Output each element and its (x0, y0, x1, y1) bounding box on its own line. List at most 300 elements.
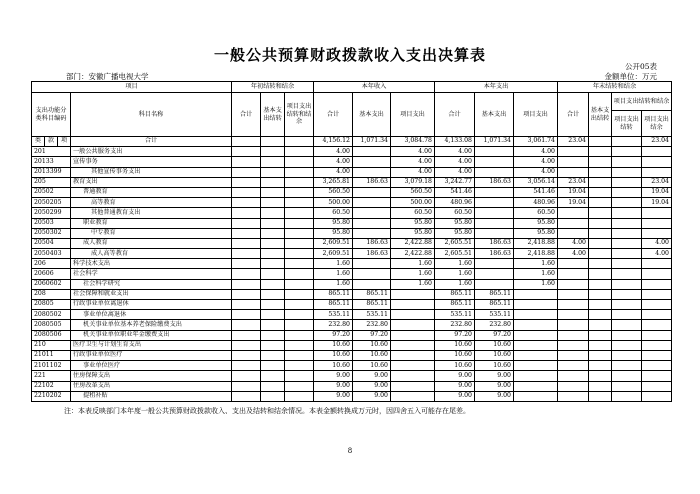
cell-n2 (589, 249, 612, 259)
cell-n1 (558, 350, 589, 360)
cell-n4 (642, 279, 672, 289)
cell-e1: 480.96 (435, 198, 475, 208)
cell-b1 (232, 350, 261, 360)
header-end-project-surplus: 项目支出结余 (642, 111, 672, 137)
row-code: 201 (32, 147, 71, 157)
header-end-group: 年末结转和结余 (558, 82, 672, 93)
header-expense-total: 合计 (435, 93, 475, 137)
table-row (32, 289, 672, 299)
cell-n2 (589, 187, 612, 197)
cell-b1 (232, 300, 261, 310)
cell-e2: 865.11 (475, 289, 514, 299)
cell-e3 (514, 391, 558, 401)
cell-n1: 23.04 (558, 177, 589, 187)
table-row (32, 259, 672, 269)
cell-b1 (232, 320, 261, 330)
cell-b3 (285, 228, 314, 238)
cell-b3 (285, 177, 314, 187)
cell-b1 (232, 289, 261, 299)
cell-b1 (232, 218, 261, 228)
cell-n2 (589, 269, 612, 279)
cell-i1: 560.50 (314, 187, 353, 197)
cell-n2 (589, 279, 612, 289)
cell-e1: 4,133.08 (435, 137, 475, 147)
cell-e3: 2,418.88 (514, 238, 558, 248)
cell-n1 (558, 259, 589, 269)
row-name: 行政事业单位离退休 (71, 300, 232, 310)
cell-n2 (589, 147, 612, 157)
cell-i1: 10.60 (314, 350, 353, 360)
cell-e1: 95.80 (435, 228, 475, 238)
row-code: 205 (32, 177, 71, 187)
cell-b2 (261, 218, 285, 228)
cell-n1: 4.00 (558, 249, 589, 259)
cell-n2 (589, 371, 612, 381)
cell-i1: 9.00 (314, 391, 353, 401)
cell-b1 (232, 249, 261, 259)
cell-n4 (642, 391, 672, 401)
cell-i1: 60.50 (314, 208, 353, 218)
cell-n1 (558, 340, 589, 350)
cell-e1: 865.11 (435, 289, 475, 299)
row-code: 2050299 (32, 208, 71, 218)
cell-b2 (261, 330, 285, 340)
cell-e3 (514, 310, 558, 320)
cell-n1 (558, 228, 589, 238)
cell-i3: 95.80 (391, 218, 435, 228)
row-name: 成人教育 (71, 238, 232, 248)
cell-b2 (261, 361, 285, 371)
cell-n4 (642, 300, 672, 310)
row-code: 2050302 (32, 228, 71, 238)
cell-e2: 1,071.34 (475, 137, 514, 147)
cell-i2 (353, 167, 391, 177)
cell-e2 (475, 187, 514, 197)
cell-n2 (589, 167, 612, 177)
cell-n1 (558, 157, 589, 167)
cell-e1: 9.00 (435, 391, 475, 401)
cell-i3: 4.00 (391, 167, 435, 177)
cell-i3: 1.60 (391, 259, 435, 269)
cell-e2: 97.20 (475, 330, 514, 340)
cell-n3 (612, 208, 642, 218)
header-end-project-carry: 项目支出结转 (612, 111, 642, 137)
cell-n2 (589, 330, 612, 340)
cell-i1: 1.60 (314, 269, 353, 279)
row-name: 中专教育 (71, 228, 232, 238)
table-row (32, 361, 672, 371)
cell-n1: 19.04 (558, 187, 589, 197)
row-code: 21011 (32, 350, 71, 360)
cell-i1: 232.80 (314, 320, 353, 330)
table-row (32, 177, 672, 187)
cell-b3 (285, 320, 314, 330)
cell-b2 (261, 147, 285, 157)
row-code: 208 (32, 289, 71, 299)
cell-n4 (642, 310, 672, 320)
cell-e1: 4.00 (435, 167, 475, 177)
table-row (32, 218, 672, 228)
cell-b3 (285, 279, 314, 289)
cell-i3 (391, 361, 435, 371)
cell-i3 (391, 381, 435, 391)
footnote: 注：本表反映部门本年度一般公共预算财政拨款收入、支出及结转和结余情况。本表金额转换成万元时，因四舍五入可能存在尾差。 (64, 407, 470, 415)
row-name: 提租补贴 (71, 391, 232, 401)
cell-i3: 1.60 (391, 279, 435, 289)
table-row (32, 300, 672, 310)
row-code: 2050403 (32, 249, 71, 259)
header-begin-total: 合计 (232, 93, 261, 137)
cell-b2 (261, 187, 285, 197)
cell-b2 (261, 137, 285, 147)
cell-e3: 4.00 (514, 157, 558, 167)
cell-n3 (612, 157, 642, 167)
cell-b3 (285, 289, 314, 299)
cell-b3 (285, 259, 314, 269)
header-begin-group: 年初结转和结余 (232, 82, 314, 93)
cell-i1: 535.11 (314, 310, 353, 320)
cell-e1: 4.00 (435, 157, 475, 167)
cell-n2 (589, 350, 612, 360)
cell-n3 (612, 218, 642, 228)
cell-n1 (558, 300, 589, 310)
cell-n3 (612, 320, 642, 330)
row-name: 医疗卫生与计划生育支出 (71, 340, 232, 350)
cell-b2 (261, 259, 285, 269)
cell-n2 (589, 361, 612, 371)
cell-e1: 3,242.77 (435, 177, 475, 187)
row-code: 20502 (32, 187, 71, 197)
cell-n3 (612, 391, 642, 401)
cell-n4 (642, 340, 672, 350)
row-name: 教育支出 (71, 177, 232, 187)
header-end-basic: 基本支出结转 (589, 93, 612, 137)
cell-n1 (558, 310, 589, 320)
cell-e3 (514, 330, 558, 340)
cell-e2 (475, 259, 514, 269)
cell-n2 (589, 300, 612, 310)
row-name: 社会保障和就业支出 (71, 289, 232, 299)
cell-i2 (353, 218, 391, 228)
cell-n4 (642, 381, 672, 391)
cell-i1: 2,609.51 (314, 238, 353, 248)
cell-b2 (261, 269, 285, 279)
cell-b1 (232, 137, 261, 147)
row-name: 机关事业单位职业年金缴费支出 (71, 330, 232, 340)
cell-i2 (353, 157, 391, 167)
cell-b1 (232, 187, 261, 197)
row-name: 一般公共服务支出 (71, 147, 232, 157)
cell-i2: 10.60 (353, 361, 391, 371)
row-code: 2210202 (32, 391, 71, 401)
cell-n2 (589, 381, 612, 391)
row-name: 事业单位医疗 (71, 361, 232, 371)
table-row (32, 330, 672, 340)
cell-i1: 4.00 (314, 167, 353, 177)
cell-n3 (612, 289, 642, 299)
row-code: 20133 (32, 157, 71, 167)
cell-n3 (612, 198, 642, 208)
cell-n3 (612, 300, 642, 310)
department-label: 部门：安徽广播电视大学 (66, 72, 149, 81)
cell-e3: 1.60 (514, 269, 558, 279)
table-row (32, 350, 672, 360)
form-number: 公开05表 (624, 62, 657, 71)
cell-e1: 60.50 (435, 208, 475, 218)
header-begin-basic: 基本支出结转 (261, 93, 285, 137)
cell-i1: 95.80 (314, 228, 353, 238)
cell-b1 (232, 381, 261, 391)
header-lei: 类 (32, 137, 45, 147)
cell-i1: 3,265.81 (314, 177, 353, 187)
cell-b2 (261, 320, 285, 330)
cell-b1 (232, 330, 261, 340)
cell-n3 (612, 279, 642, 289)
cell-b3 (285, 137, 314, 147)
cell-b2 (261, 350, 285, 360)
table-header (32, 82, 672, 137)
cell-e3: 2,418.88 (514, 249, 558, 259)
cell-i2: 9.00 (353, 371, 391, 381)
cell-b3 (285, 208, 314, 218)
row-code: 2080505 (32, 320, 71, 330)
cell-b1 (232, 228, 261, 238)
cell-b1 (232, 208, 261, 218)
cell-n4 (642, 330, 672, 340)
cell-e3 (514, 340, 558, 350)
cell-n4: 4.00 (642, 249, 672, 259)
cell-b3 (285, 187, 314, 197)
cell-i2 (353, 228, 391, 238)
cell-e3 (514, 381, 558, 391)
cell-e3: 480.96 (514, 198, 558, 208)
row-code: 2080506 (32, 330, 71, 340)
cell-n4 (642, 259, 672, 269)
header-expense-project: 项目支出 (514, 93, 558, 137)
cell-n1: 4.00 (558, 238, 589, 248)
cell-b1 (232, 259, 261, 269)
cell-b1 (232, 157, 261, 167)
cell-b3 (285, 157, 314, 167)
cell-b2 (261, 279, 285, 289)
cell-n2 (589, 320, 612, 330)
cell-i3: 95.80 (391, 228, 435, 238)
cell-i3 (391, 320, 435, 330)
cell-i1: 10.60 (314, 361, 353, 371)
cell-b3 (285, 198, 314, 208)
cell-b2 (261, 167, 285, 177)
cell-b3 (285, 371, 314, 381)
cell-n2 (589, 310, 612, 320)
cell-n1 (558, 218, 589, 228)
cell-b2 (261, 371, 285, 381)
cell-i1: 4.00 (314, 147, 353, 157)
cell-n1 (558, 289, 589, 299)
table-row (32, 249, 672, 259)
cell-n2 (589, 137, 612, 147)
cell-e3: 4.00 (514, 147, 558, 157)
cell-b1 (232, 361, 261, 371)
cell-b2 (261, 381, 285, 391)
cell-b1 (232, 391, 261, 401)
table-row (32, 269, 672, 279)
cell-e3: 4.00 (514, 167, 558, 177)
cell-i1: 1.60 (314, 279, 353, 289)
cell-i1: 9.00 (314, 371, 353, 381)
table-row (32, 320, 672, 330)
cell-b3 (285, 249, 314, 259)
table-row (32, 137, 672, 147)
cell-n3 (612, 167, 642, 177)
cell-i3: 3,079.18 (391, 177, 435, 187)
report-title: 一般公共预算财政拨款收入支出决算表 (213, 46, 486, 64)
header-income-group: 本年收入 (314, 82, 435, 93)
cell-e2: 535.11 (475, 310, 514, 320)
cell-n4 (642, 218, 672, 228)
cell-n4 (642, 350, 672, 360)
header-expense-basic: 基本支出 (475, 93, 514, 137)
cell-i3: 2,422.88 (391, 249, 435, 259)
cell-e2 (475, 269, 514, 279)
cell-n2 (589, 259, 612, 269)
cell-n1: 23.04 (558, 137, 589, 147)
row-name: 住房保障支出 (71, 371, 232, 381)
cell-i3 (391, 350, 435, 360)
cell-e2 (475, 157, 514, 167)
row-code: 20504 (32, 238, 71, 248)
row-name: 社会科学研究 (71, 279, 232, 289)
cell-n4 (642, 269, 672, 279)
cell-e3 (514, 350, 558, 360)
row-code: 2101102 (32, 361, 71, 371)
header-name: 科目名称 (71, 93, 232, 137)
cell-e2: 232.80 (475, 320, 514, 330)
row-name: 其他普通教育支出 (71, 208, 232, 218)
row-code: 2050205 (32, 198, 71, 208)
cell-i3: 500.00 (391, 198, 435, 208)
cell-i3: 3,084.78 (391, 137, 435, 147)
cell-i2 (353, 198, 391, 208)
cell-e1: 10.60 (435, 361, 475, 371)
page-number: 8 (347, 447, 353, 455)
cell-i1: 10.60 (314, 340, 353, 350)
cell-b1 (232, 167, 261, 177)
table-row (32, 157, 672, 167)
cell-b1 (232, 147, 261, 157)
table-row (32, 391, 672, 401)
cell-e3: 95.80 (514, 228, 558, 238)
cell-i2 (353, 279, 391, 289)
cell-e1: 4.00 (435, 147, 475, 157)
row-name: 社会科学 (71, 269, 232, 279)
row-code: 221 (32, 371, 71, 381)
cell-i1: 1.60 (314, 259, 353, 269)
cell-e1: 97.20 (435, 330, 475, 340)
cell-n3 (612, 238, 642, 248)
cell-n3 (612, 330, 642, 340)
row-name: 科学技术支出 (71, 259, 232, 269)
cell-e3: 1.60 (514, 279, 558, 289)
cell-b1 (232, 238, 261, 248)
cell-i1: 97.20 (314, 330, 353, 340)
row-name: 成人高等教育 (71, 249, 232, 259)
cell-b2 (261, 198, 285, 208)
row-code: 22102 (32, 381, 71, 391)
cell-e1: 95.80 (435, 218, 475, 228)
cell-i1: 865.11 (314, 289, 353, 299)
cell-e1: 9.00 (435, 371, 475, 381)
cell-n4 (642, 289, 672, 299)
cell-b1 (232, 198, 261, 208)
cell-e2 (475, 147, 514, 157)
cell-e3 (514, 300, 558, 310)
cell-n3 (612, 269, 642, 279)
cell-e2 (475, 208, 514, 218)
cell-n1 (558, 147, 589, 157)
cell-e1: 10.60 (435, 350, 475, 360)
cell-n2 (589, 228, 612, 238)
cell-i2: 9.00 (353, 391, 391, 401)
cell-e2: 186.63 (475, 177, 514, 187)
cell-n3 (612, 249, 642, 259)
table-row (32, 198, 672, 208)
cell-i2 (353, 147, 391, 157)
cell-n3 (612, 259, 642, 269)
cell-e3: 541.46 (514, 187, 558, 197)
cell-n4 (642, 361, 672, 371)
cell-i3 (391, 340, 435, 350)
cell-e3 (514, 361, 558, 371)
cell-i2 (353, 208, 391, 218)
row-name: 宣传事务 (71, 157, 232, 167)
cell-i1: 4,156.12 (314, 137, 353, 147)
cell-i3 (391, 330, 435, 340)
cell-n1 (558, 208, 589, 218)
row-name: 普通教育 (71, 187, 232, 197)
cell-b2 (261, 340, 285, 350)
table-row (32, 310, 672, 320)
header-income-total: 合计 (314, 93, 353, 137)
row-name: 行政事业单位医疗 (71, 350, 232, 360)
cell-n3 (612, 361, 642, 371)
cell-n4 (642, 208, 672, 218)
cell-n2 (589, 238, 612, 248)
cell-e3: 3,056.14 (514, 177, 558, 187)
header-income-basic: 基本支出 (353, 93, 391, 137)
cell-i3: 1.60 (391, 269, 435, 279)
cell-n3 (612, 350, 642, 360)
cell-b3 (285, 330, 314, 340)
cell-b3 (285, 340, 314, 350)
cell-i2: 535.11 (353, 310, 391, 320)
cell-b2 (261, 289, 285, 299)
cell-i2: 9.00 (353, 381, 391, 391)
row-name: 住房改革支出 (71, 381, 232, 391)
cell-e2 (475, 279, 514, 289)
cell-e2 (475, 198, 514, 208)
cell-b1 (232, 340, 261, 350)
cell-b3 (285, 391, 314, 401)
cell-b3 (285, 167, 314, 177)
cell-n2 (589, 289, 612, 299)
cell-i3: 4.00 (391, 157, 435, 167)
cell-n2 (589, 157, 612, 167)
table-row (32, 147, 672, 157)
cell-n2 (589, 208, 612, 218)
cell-n1 (558, 279, 589, 289)
unit-label: 金额单位：万元 (604, 72, 657, 81)
cell-n1 (558, 371, 589, 381)
